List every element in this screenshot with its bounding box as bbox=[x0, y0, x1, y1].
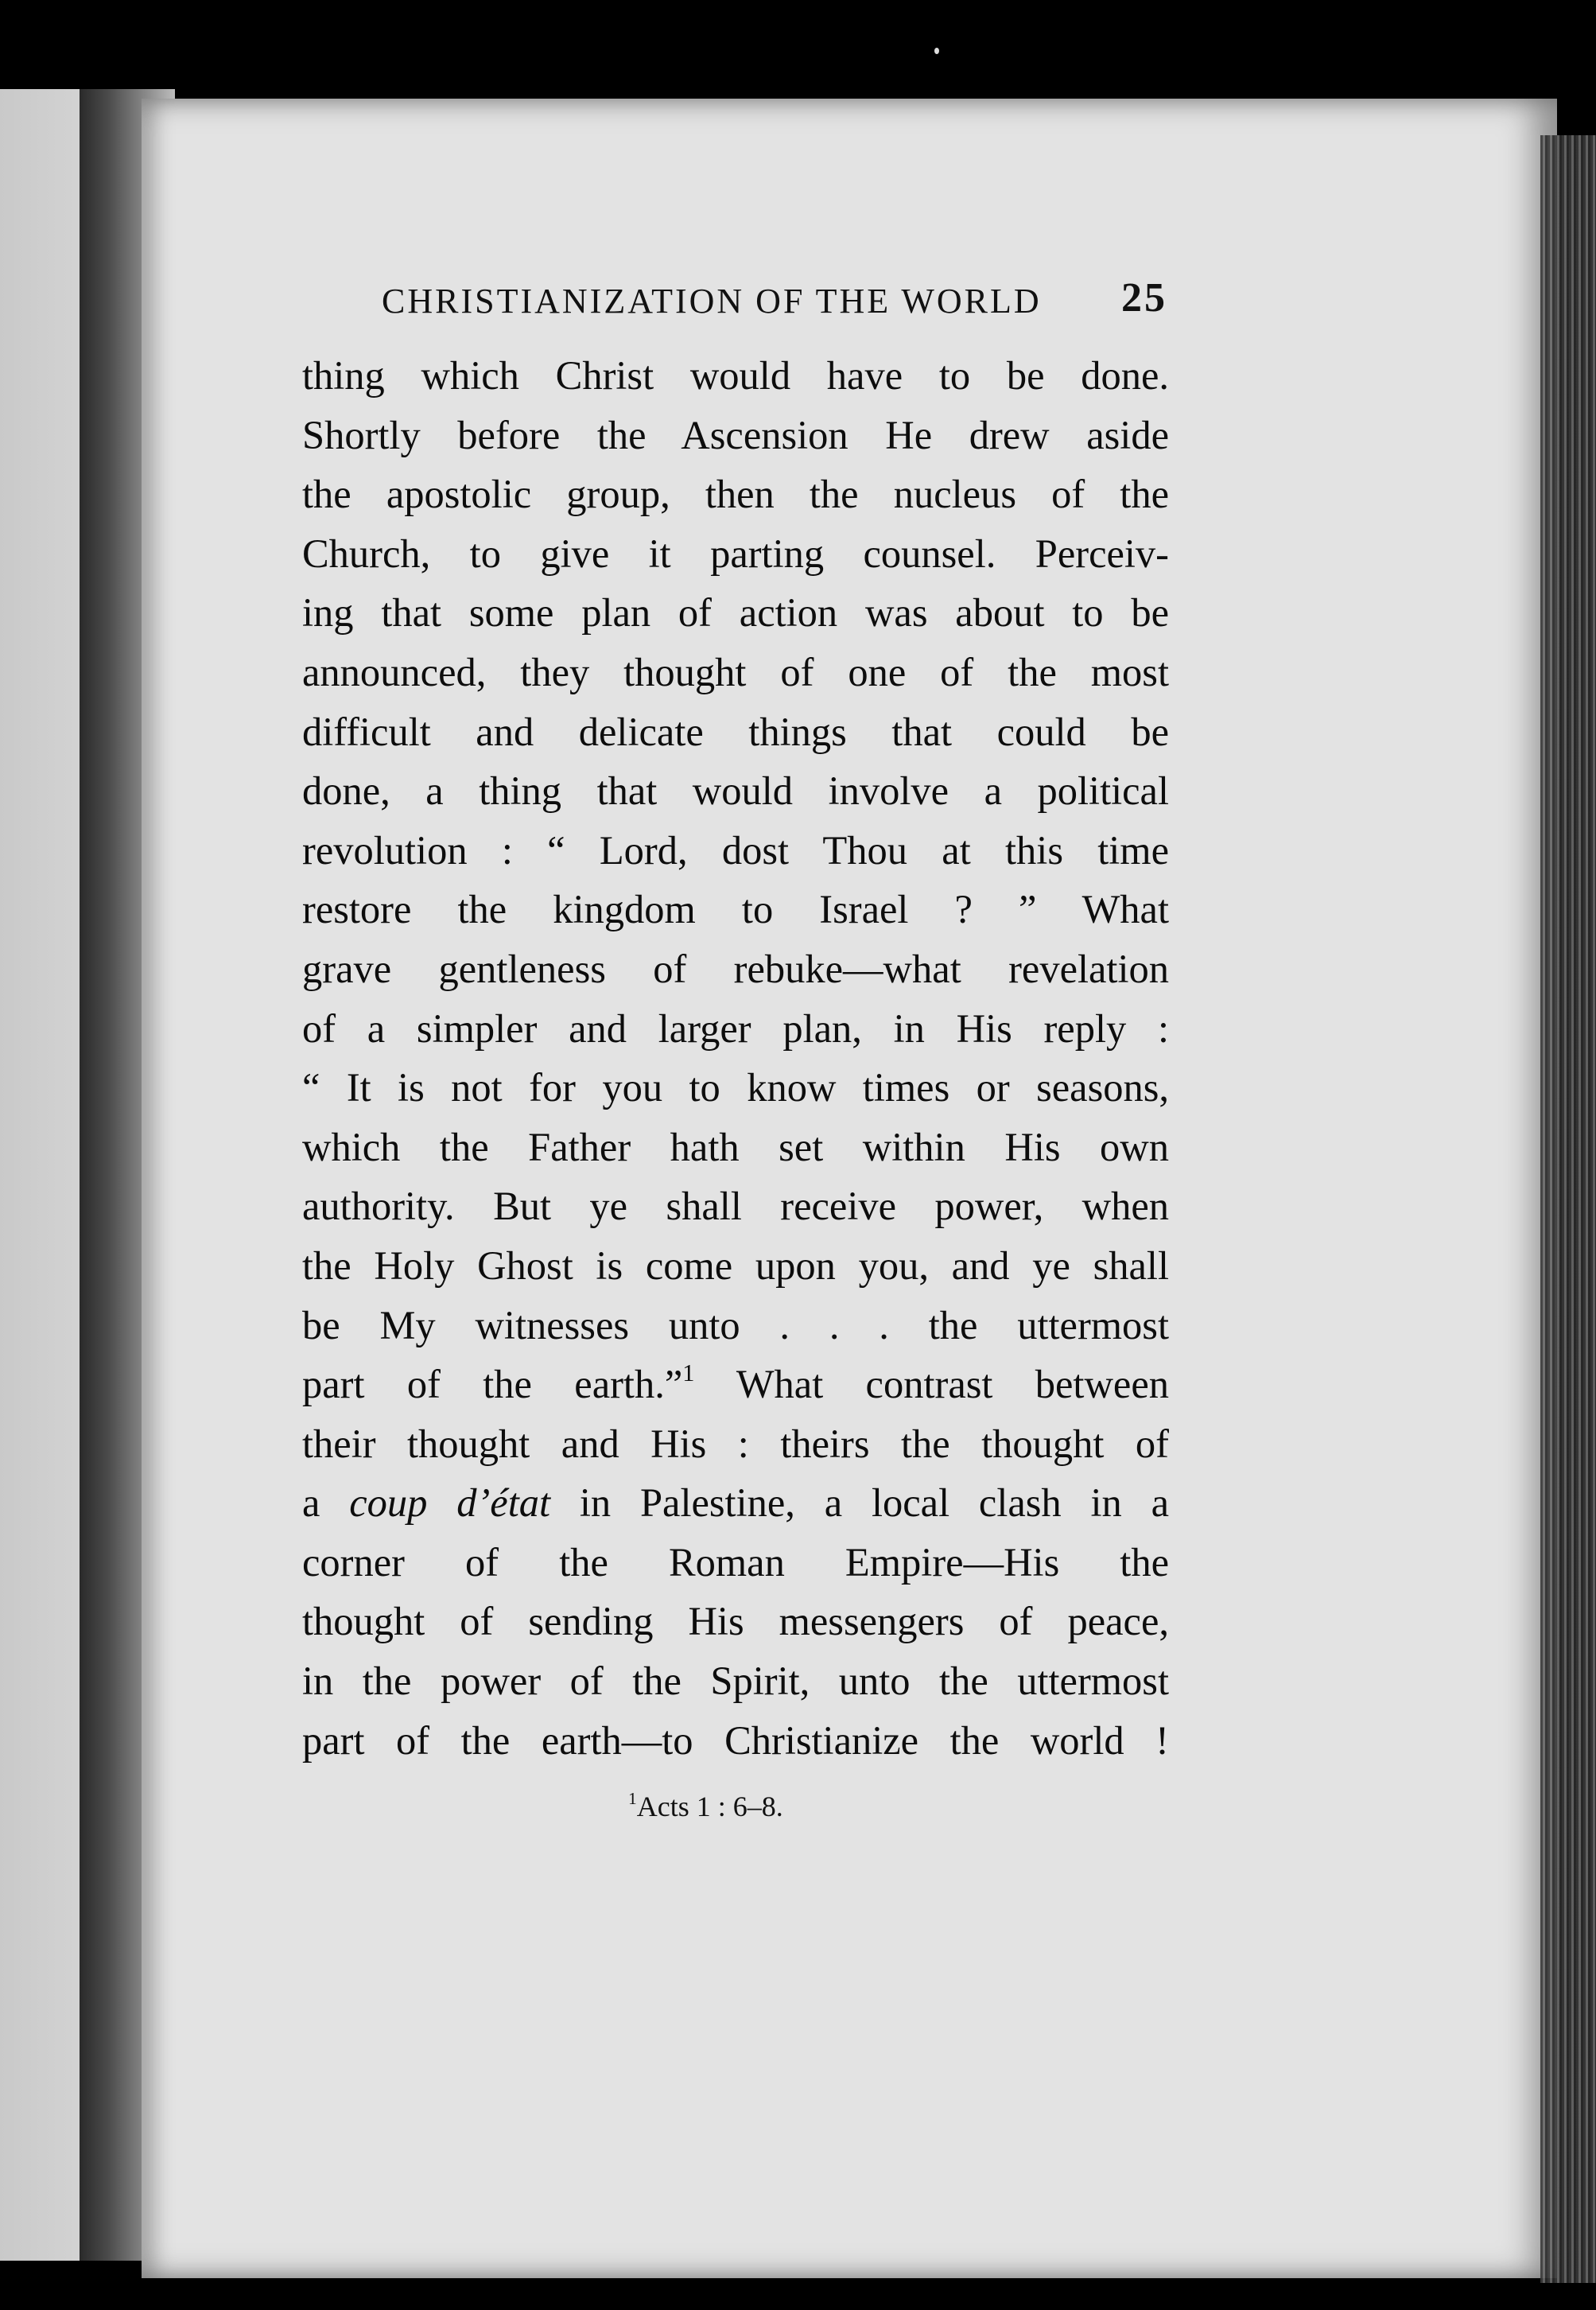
page-number: 25 bbox=[1121, 275, 1167, 321]
text-line: thought of sending His messengers of peace, bbox=[302, 1599, 1169, 1644]
text-line: grave gentleness of rebuke—what revelation bbox=[302, 946, 1169, 991]
line-text: a bbox=[302, 1480, 320, 1526]
text-line: which the Father hath set within His own bbox=[302, 1124, 1169, 1169]
footnote-text: Acts 1 : 6–8. bbox=[636, 1791, 783, 1822]
line-text: part of the earth.” bbox=[302, 1362, 683, 1407]
text-line: revolution : “ Lord, dost Thou at this time bbox=[302, 827, 1169, 873]
text-line: in the power of the Spirit, unto the uttermost bbox=[302, 1659, 1169, 1704]
text-line: the Holy Ghost is come upon you, and ye shall bbox=[302, 1242, 1169, 1288]
text-line: authority. But ye shall receive power, when bbox=[302, 1184, 1169, 1229]
text-line: done, a thing that would involve a political bbox=[302, 768, 1169, 814]
footnote bbox=[628, 1790, 783, 1823]
text-line: thing which Christ would have to be done. bbox=[302, 353, 1169, 398]
text-line-with-italic bbox=[302, 1473, 1169, 1533]
text-line: “ It is not for you to know times or seasons, bbox=[302, 1065, 1169, 1110]
text-line: Church, to give it parting counsel. Perceiv- bbox=[302, 531, 1169, 576]
text-line: restore the kingdom to Israel ? ” What bbox=[302, 887, 1169, 932]
text-line: announced, they thought of one of the most bbox=[302, 649, 1169, 694]
text-line: ing that some plan of action was about to be bbox=[302, 590, 1169, 636]
text-line: Shortly before the Ascension He drew aside bbox=[302, 412, 1169, 457]
text-line: their thought and His : theirs the thought of bbox=[302, 1421, 1169, 1466]
line-text: in Palestine, a local clash in a bbox=[579, 1480, 1170, 1526]
italic-phrase: coup d’état bbox=[349, 1480, 551, 1526]
text-line: difficult and delicate things that could be bbox=[302, 709, 1169, 754]
footnote-marker: 1 bbox=[628, 1788, 637, 1808]
scan-speck bbox=[934, 48, 939, 54]
footnote-reference: 1 bbox=[682, 1359, 695, 1386]
text-line: corner of the Roman Empire—His the bbox=[302, 1539, 1169, 1585]
body-text bbox=[302, 346, 1169, 1770]
line-text: What contrast between bbox=[736, 1362, 1169, 1407]
text-line-with-note bbox=[302, 1355, 1169, 1414]
text-line: be My witnesses unto . . . the uttermost bbox=[302, 1302, 1169, 1348]
page-stack-edge bbox=[1540, 135, 1596, 2283]
text-line: part of the earth—to Christianize the world ! bbox=[302, 1717, 1169, 1763]
text-line: of a simpler and larger plan, in His reply : bbox=[302, 1005, 1169, 1051]
running-head-title: CHRISTIANIZATION OF THE WORLD bbox=[382, 282, 1042, 321]
running-head bbox=[382, 274, 1177, 330]
text-line: the apostolic group, then the nucleus of the bbox=[302, 472, 1169, 517]
